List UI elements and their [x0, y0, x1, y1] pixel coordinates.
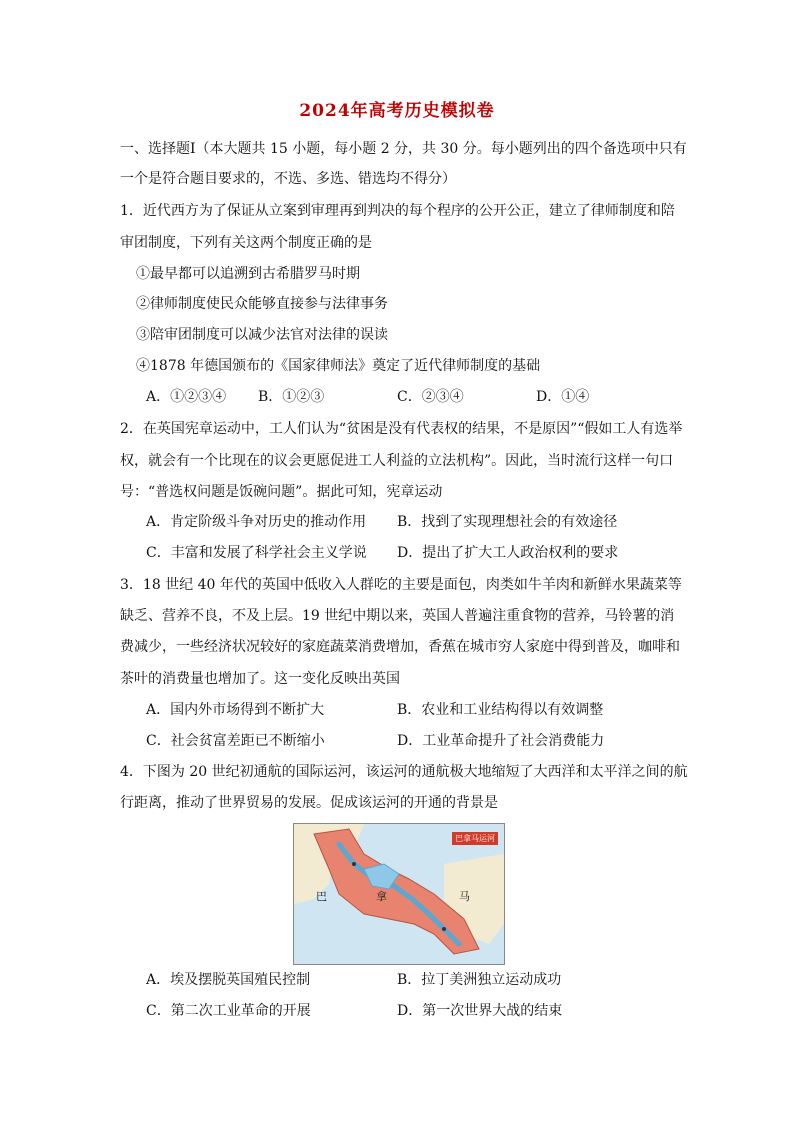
map-label-na: 拿 [376, 890, 387, 903]
q1-stem-line1: 1．近代西方为了保证从立案到审理再到判决的每个程序的公开公正，建立了律师制度和陪 [120, 203, 675, 219]
panama-canal-map [293, 823, 505, 965]
q4-option-a: A．埃及摆脱英国殖民控制 [146, 972, 311, 988]
q1-stem-line2: 审团制度，下列有关这两个制度正确的是 [120, 235, 372, 251]
q2-stem-line2: 权，就会有一个比现在的议会更愿促进工人利益的立法机构”。因此，当时流行这样一句口 [120, 453, 674, 469]
q2-option-d: D．提出了扩大工人政治权利的要求 [397, 545, 619, 561]
q1-option-d: D．①④ [536, 389, 590, 405]
q2-option-c: C．丰富和发展了科学社会主义学说 [146, 545, 367, 561]
q4-option-b: B．拉丁美洲独立运动成功 [397, 972, 562, 988]
q3-option-d: D．工业革命提升了社会消费能力 [397, 733, 605, 749]
q1-option-a: A．①②③④ [146, 389, 227, 405]
q2-option-b: B．找到了实现理想社会的有效途径 [397, 514, 618, 530]
map-label-ba: 巴 [316, 890, 327, 903]
q2-option-a: A．肯定阶级斗争对历史的推动作用 [146, 514, 367, 530]
map-title-badge: 巴拿马运河 [452, 832, 498, 845]
q3-option-c: C．社会贫富差距已不断缩小 [146, 733, 325, 749]
q2-stem-line1: 2．在英国宪章运动中，工人们认为“贫困是没有代表权的结果，不是原因”“假如工人有选举 [120, 421, 683, 437]
q4-option-c: C．第二次工业革命的开展 [146, 1003, 311, 1019]
q2-stem-line3: 号：“普选权问题是饭碗问题”。据此可知，宪章运动 [120, 484, 443, 500]
page-title: 2024年高考历史模拟卷 [299, 101, 495, 121]
q3-option-b: B．农业和工业结构得以有效调整 [397, 702, 604, 718]
q1-item-4: ④1878 年德国颁布的《国家律师法》奠定了近代律师制度的基础 [136, 358, 541, 374]
q1-item-3: ③陪审团制度可以减少法官对法律的误读 [136, 327, 388, 343]
map-city-marker [352, 862, 356, 866]
q4-stem-line2: 行距离，推动了世界贸易的发展。促成该运河的开通的背景是 [120, 795, 498, 811]
section-instructions-line2: 一个是符合题目要求的，不选、多选、错选均不得分） [120, 171, 456, 187]
q1-option-c: C．②③④ [397, 389, 464, 405]
q4-option-d: D．第一次世界大战的结束 [397, 1003, 563, 1019]
q1-item-2: ②律师制度使民众能够直接参与法律事务 [136, 296, 388, 312]
q1-item-1: ①最早都可以追溯到古希腊罗马时期 [136, 266, 360, 282]
q1-option-b: B．①②③ [258, 389, 325, 405]
q3-stem-line1: 3．18 世纪 40 年代的英国中低收入人群吃的主要是面包，肉类如牛羊肉和新鲜水果蔬菜等 [120, 577, 682, 593]
section-instructions-line1: 一、选择题Ⅰ（本大题共 15 小题，每小题 2 分，共 30 分。每小题列出的四个备选项中只有 [120, 141, 687, 157]
q3-option-a: A．国内外市场得到不断扩大 [146, 702, 325, 718]
q3-stem-line4: 茶叶的消费量也增加了。这一变化反映出英国 [120, 671, 400, 687]
q3-stem-line3: 费减少，一些经济状况较好的家庭蔬菜消费增加，香蕉在城市穷人家庭中得到普及，咖啡和 [120, 639, 680, 655]
map-city-marker [442, 927, 446, 931]
q4-stem-line1: 4．下图为 20 世纪初通航的国际运河，该运河的通航极大地缩短了大西洋和太平洋之间的航 [120, 764, 688, 780]
map-label-ma: 马 [459, 890, 470, 903]
q3-stem-line2: 缺乏、营养不良，不及上层。19 世纪中期以来，英国人普遍注重食物的营养，马铃薯的消 [120, 608, 675, 624]
